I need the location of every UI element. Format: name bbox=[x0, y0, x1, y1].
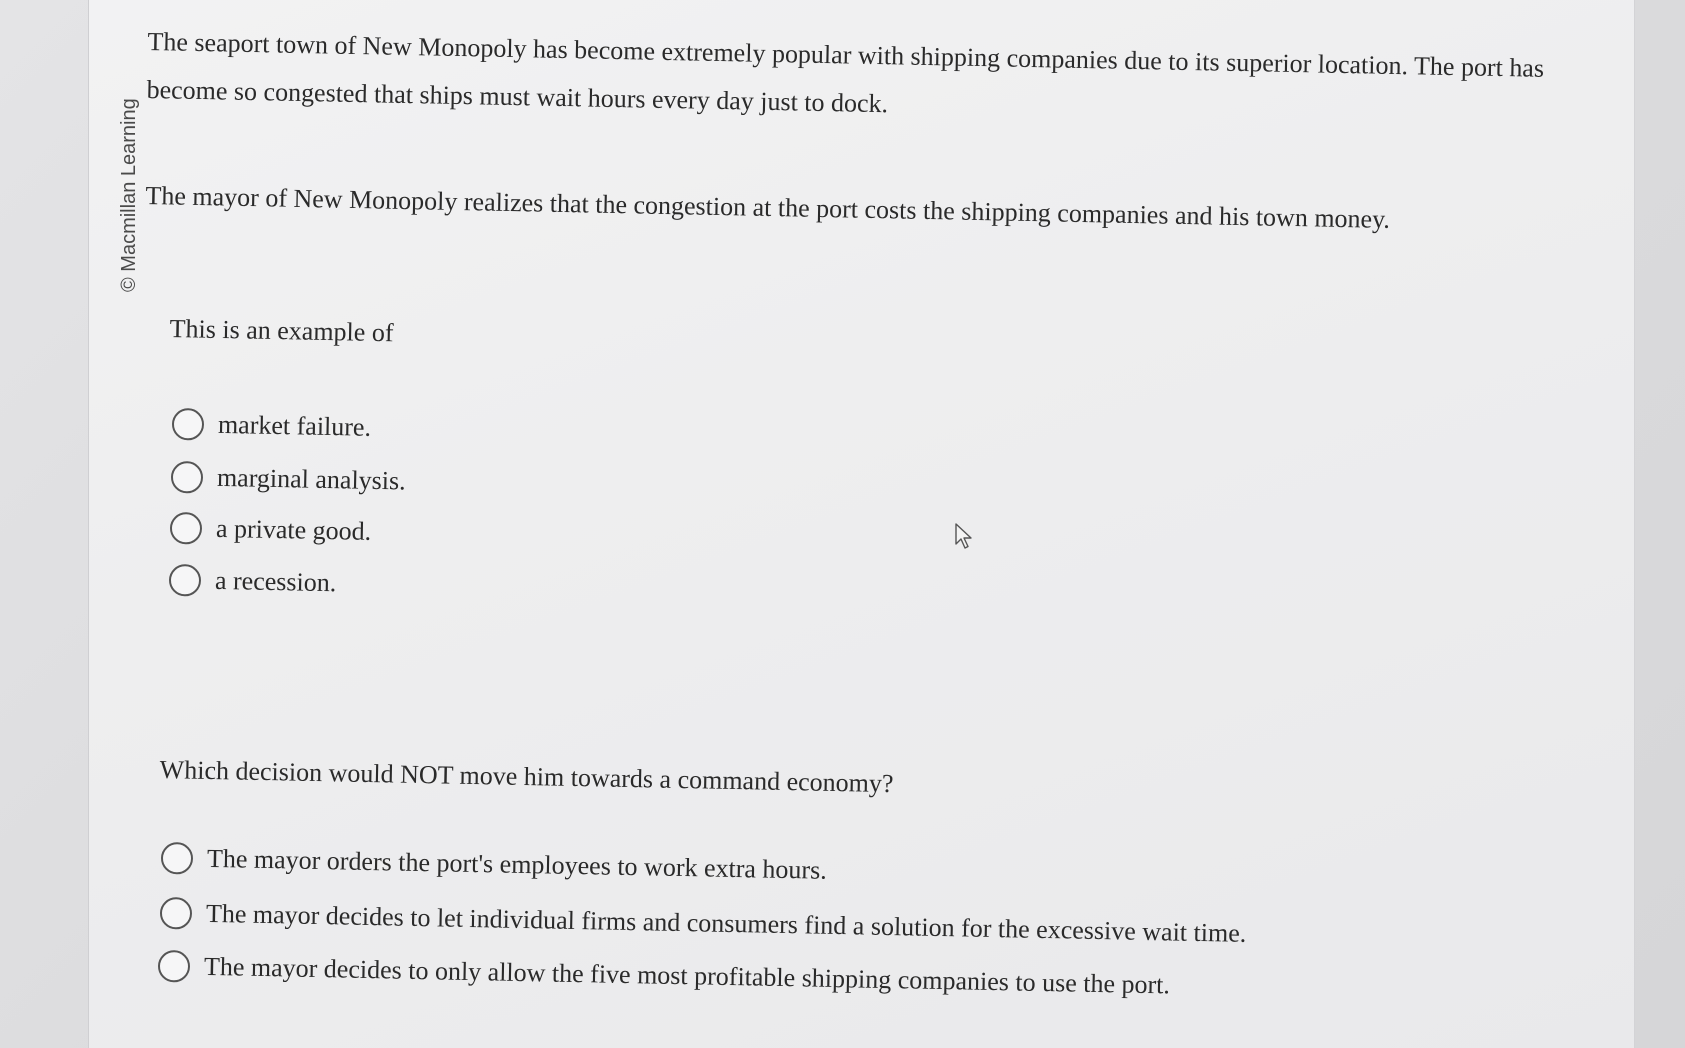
radio-button[interactable] bbox=[171, 461, 204, 494]
option-label: The mayor decides to only allow the five most profitable shipping companies to use the port. bbox=[203, 951, 1171, 1000]
question-1-option-marginal-analysis[interactable] bbox=[171, 461, 406, 497]
radio-button[interactable] bbox=[161, 842, 194, 875]
passage-paragraph-1: The seaport town of New Monopoly has become extremely popular with shipping companies due to its superior location. The port has become so congested that ships must wait hours every day just to dock. bbox=[146, 26, 1545, 119]
question-1-prompt: This is an example of bbox=[169, 314, 394, 348]
radio-button[interactable] bbox=[172, 408, 205, 441]
radio-button[interactable] bbox=[158, 950, 191, 983]
radio-button[interactable] bbox=[169, 564, 202, 597]
mouse-pointer-icon bbox=[954, 522, 974, 550]
question-1-option-recession[interactable] bbox=[169, 564, 337, 599]
question-1-option-market-failure[interactable] bbox=[172, 408, 372, 444]
option-label: marginal analysis. bbox=[216, 462, 406, 496]
passage-paragraph-2: The mayor of New Monopoly realizes that the congestion at the port costs the shipping companies and his town money. bbox=[145, 180, 1391, 234]
question-1-option-private-good[interactable] bbox=[170, 512, 372, 548]
radio-button[interactable] bbox=[160, 897, 193, 930]
question-2-prompt: Which decision would NOT move him towards a command economy? bbox=[159, 755, 894, 799]
option-label: market failure. bbox=[217, 409, 372, 442]
radio-button[interactable] bbox=[170, 512, 203, 545]
option-label: a private good. bbox=[215, 513, 372, 546]
option-label: The mayor decides to let individual firms and consumers find a solution for the excessive wait time. bbox=[205, 898, 1247, 948]
option-label: a recession. bbox=[214, 565, 337, 598]
copyright-watermark: © Macmillan Learning bbox=[118, 98, 140, 292]
option-label: The mayor orders the port's employees to work extra hours. bbox=[206, 843, 828, 885]
